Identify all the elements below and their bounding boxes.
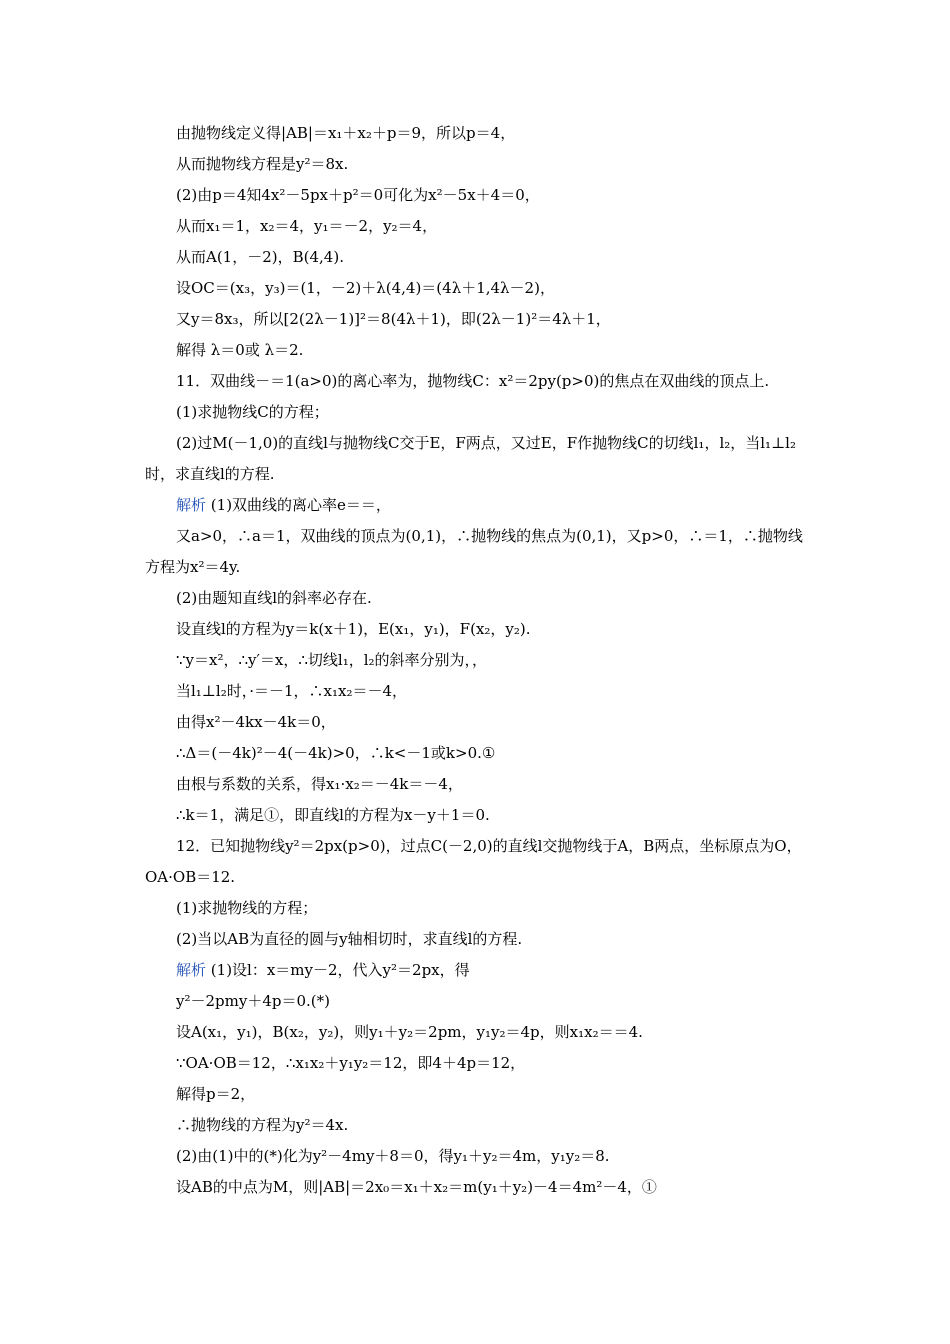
text-line: (2)当以AB为直径的圆与y轴相切时，求直线l的方程. xyxy=(176,930,523,948)
text-line: (2)过M(－1,0)的直线l与抛物线C交于E，F两点，又过E，F作抛物线C的切线l₁，l₂，当l₁⊥l₂时，求直线l的方程. xyxy=(145,434,796,483)
text-line: 设A(x₁，y₁)，B(x₂，y₂)，则y₁＋y₂＝2pm，y₁y₂＝4p，则x₁x₂＝＝4. xyxy=(176,1023,643,1041)
question-11: 11．双曲线－＝1(a>0)的离心率为，抛物线C：x²＝2py(p>0)的焦点在双曲线的顶点上. xyxy=(176,372,770,390)
analysis-line xyxy=(145,955,815,986)
text-line: 当l₁⊥l₂时，·＝－1，∴x₁x₂＝－4， xyxy=(176,682,408,700)
text-line: 由得x²－4kx－4k＝0， xyxy=(176,713,336,731)
text-line: ∴k＝1，满足①，即直线l的方程为x－y＋1＝0. xyxy=(176,806,490,824)
text-line: 设AB的中点为M，则|AB|＝2x₀＝x₁＋x₂＝m(y₁＋y₂)－4＝4m²－4，① xyxy=(176,1178,657,1196)
text-line: 解得 λ＝0或 λ＝2. xyxy=(176,341,304,359)
text-line: y²－2pmy＋4p＝0.(*) xyxy=(176,992,330,1010)
text-line: (2)由p＝4知4x²－5px＋p²＝0可化为x²－5x＋4＝0， xyxy=(176,186,540,204)
text-line: 又y＝8x₃，所以[2(2λ－1)]²＝8(4λ＋1)，即(2λ－1)²＝4λ＋1， xyxy=(176,310,611,328)
analysis-line xyxy=(145,490,815,521)
text-line: 设OC＝(x₃，y₃)＝(1，－2)＋λ(4,4)＝(4λ＋1,4λ－2)， xyxy=(176,279,555,297)
text-line: ∴Δ＝(－4k)²－4(－4k)>0，∴k<－1或k>0.① xyxy=(176,744,496,762)
text-line: (2)由题知直线l的斜率必存在. xyxy=(176,589,372,607)
text-line: 又a>0，∴a＝1，双曲线的顶点为(0,1)，∴抛物线的焦点为(0,1)，又p>0，∴＝1，∴抛物线方程为x²＝4y. xyxy=(145,527,803,576)
text-line: 设直线l的方程为y＝k(x＋1)，E(x₁，y₁)，F(x₂，y₂). xyxy=(176,620,531,638)
text-line: (2)由(1)中的(*)化为y²－4my＋8＝0，得y₁＋y₂＝4m，y₁y₂＝8. xyxy=(176,1147,610,1165)
text-line: (1)求抛物线的方程； xyxy=(176,899,318,917)
text-line: ∵OA·OB＝12，∴x₁x₂＋y₁y₂＝12，即4＋4p＝12， xyxy=(176,1054,526,1072)
analysis-label: 解析 xyxy=(176,496,207,514)
text-line: ∵y＝x²，∴y′＝x，∴切线l₁，l₂的斜率分别为，， xyxy=(176,651,488,669)
text-line: 由抛物线定义得|AB|＝x₁＋x₂＋p＝9，所以p＝4， xyxy=(176,124,516,142)
text-line: 解得p＝2， xyxy=(176,1085,256,1103)
analysis-text: (1)设l：x＝my－2，代入y²＝2px，得 xyxy=(210,961,470,979)
analysis-text: (1)双曲线的离心率e＝＝， xyxy=(210,496,391,514)
text-line: 由根与系数的关系，得x₁·x₂＝－4k＝－4， xyxy=(176,775,463,793)
document-body xyxy=(145,118,815,1203)
text-line: 从而A(1，－2)，B(4,4). xyxy=(176,248,344,266)
question-12: 12．已知抛物线y²＝2px(p>0)，过点C(－2,0)的直线l交抛物线于A，B两点，坐标原点为O，OA·OB＝12. xyxy=(145,837,802,886)
text-line: ∴抛物线的方程为y²＝4x. xyxy=(176,1116,349,1134)
text-line: 从而抛物线方程是y²＝8x. xyxy=(176,155,349,173)
analysis-label: 解析 xyxy=(176,961,207,979)
text-line: (1)求抛物线C的方程； xyxy=(176,403,329,421)
text-line: 从而x₁＝1，x₂＝4，y₁＝－2，y₂＝4， xyxy=(176,217,438,235)
